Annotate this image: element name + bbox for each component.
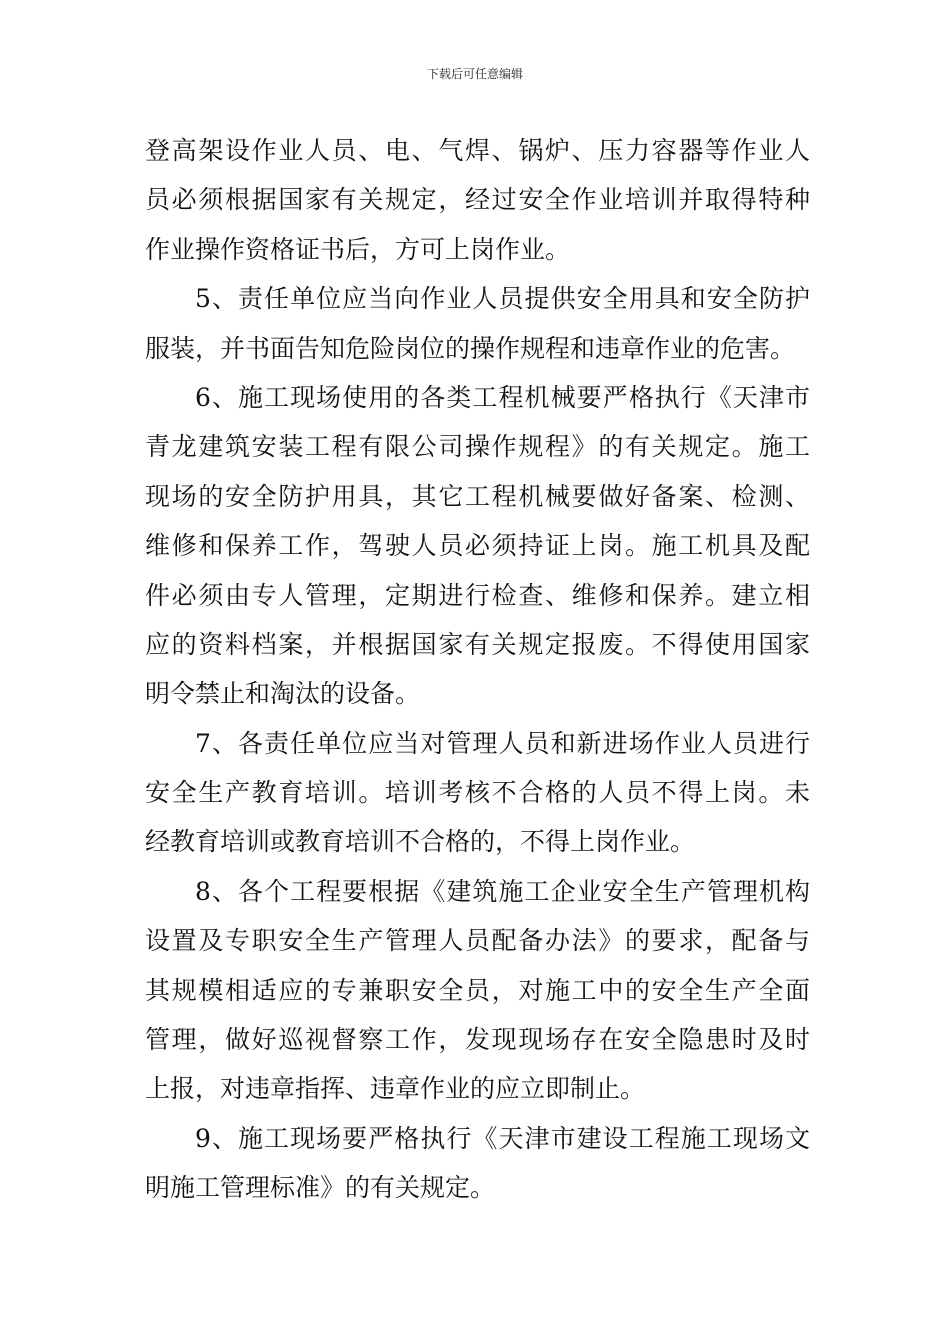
text-line: 维修和保养工作，驾驶人员必须持证上岗。施工机具及配 [145,531,810,561]
paragraph-item-8 [145,867,810,1114]
text-line: 作业操作资格证书后，方可上岗作业。 [145,234,571,264]
text-line: 9、施工现场要严格执行《天津市建设工程施工现场文 [195,1123,810,1153]
text-line: 安全生产教育培训。培训考核不合格的人员不得上岗。未 [145,778,810,808]
paragraph-item-6 [145,373,810,719]
text-line: 6、施工现场使用的各类工程机械要严格执行《天津市 [195,382,810,412]
paragraph-item-5 [145,274,810,373]
text-line: 明施工管理标准》的有关规定。 [145,1173,496,1203]
text-line: 明令禁止和淘汰的设备。 [145,679,421,709]
text-line: 经教育培训或教育培训不合格的，不得上岗作业。 [145,827,696,857]
paragraph-item-9 [145,1114,810,1213]
page-header: 下载后可任意编辑 [426,67,523,81]
text-line: 件必须由专人管理，定期进行检查、维修和保养。建立相 [145,580,810,610]
text-line: 设置及专职安全生产管理人员配备办法》的要求，配备与 [145,926,810,956]
text-line: 应的资料档案，并根据国家有关规定报废。不得使用国家 [145,629,810,659]
text-line: 员必须根据国家有关规定，经过安全作业培训并取得特种 [145,185,810,215]
text-line: 8、各个工程要根据《建筑施工企业安全生产管理机构 [195,876,810,906]
text-line: 管理，做好巡视督察工作，发现现场存在安全隐患时及时 [145,1025,810,1055]
text-line: 现场的安全防护用具，其它工程机械要做好备案、检测、 [145,481,810,511]
document-body [145,126,810,1213]
text-line: 青龙建筑安装工程有限公司操作规程》的有关规定。施工 [145,432,810,462]
paragraph-continuation [145,126,810,274]
text-line: 5、责任单位应当向作业人员提供安全用具和安全防护 [195,284,810,314]
text-line: 7、各责任单位应当对管理人员和新进场作业人员进行 [195,728,810,758]
text-line: 登高架设作业人员、电、气焊、锅炉、压力容器等作业人 [145,136,810,165]
text-line: 上报，对违章指挥、违章作业的应立即制止。 [145,1074,646,1104]
text-line: 服装，并书面告知危险岗位的操作规程和违章作业的危害。 [145,333,796,363]
paragraph-item-7 [145,719,810,867]
text-line: 其规模相适应的专兼职安全员，对施工中的安全生产全面 [145,975,810,1005]
